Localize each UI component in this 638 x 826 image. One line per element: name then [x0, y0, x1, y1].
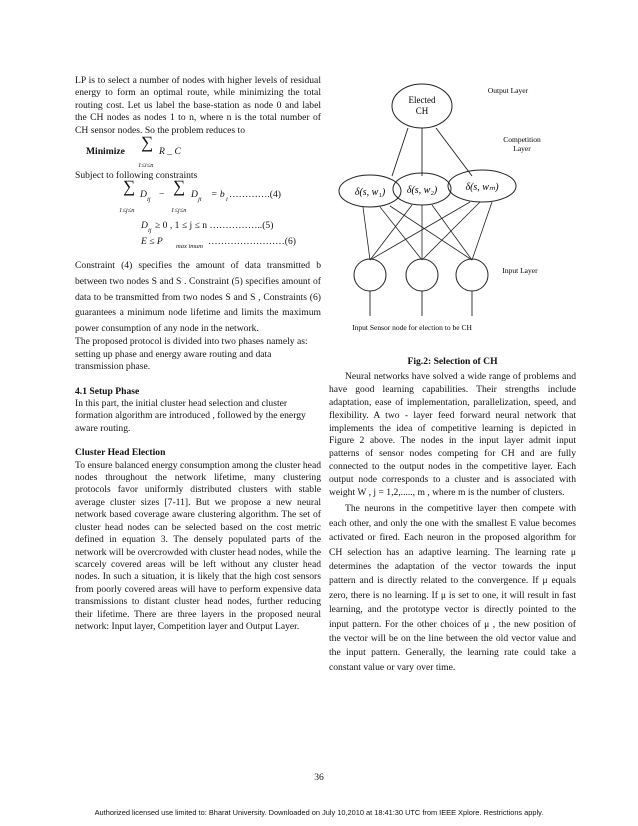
- eq5-term-sub: ij: [148, 227, 152, 235]
- eq4-tail: ………….(4): [229, 189, 281, 201]
- sum-symbol: ∑: [173, 177, 186, 197]
- cluster-head-election-paragraph: To ensure balanced energy consumption among the cluster head nodes throughout the network lifetime, many clustering protocols favor uniformly distributed clusters with stable average cluster sizes [7-11]. But we propose a new neural network based coverage aware clustering algorithm. The set of cluster head nodes can be selected based on the cost metric defined in equation 3. The densely populated parts of the network will be overcrowded with cluster head nodes, while the scarcely covered areas will be left without any cluster head nodes. In such a situation, it is likely that the high cost sensors from poorly covered areas will have to perform expensive data transmissions to distant cluster head nodes, further reducing their lifetime. There are three layers in the proposed neural network: Input layer, Competition layer and Output Layer.: [75, 459, 321, 632]
- equation-4: [75, 177, 321, 216]
- competition-node-3-label: δ(s, wₘ): [465, 182, 499, 193]
- right-column: [329, 356, 576, 675]
- left-column: [75, 75, 321, 633]
- neurons-paragraph: The neurons in the competitive layer then compete with each other, and only the one with the smallest E value becomes activated or fired. Each neuron in the proposed algorithm for CH selection has an adaptive learning. The learning rate μ determines the adaptation of the vector towards the input pattern and is directly related to the convergence. If μ equals zero, there is no learning. If μ is set to one, it will result in fast learning, and the prototype vector is directly pointed to the input pattern. For the other choices of μ , the new position of the vector will be on the line between the old vector value and the input pattern. Generally, the learning rate could take a constant value or vary over time.: [329, 503, 576, 673]
- eq5-rest: ≥ 0 , 1 ≤ j ≤ n ……………..(5): [155, 220, 274, 232]
- minimize-equation: [75, 133, 321, 170]
- constraints-paragraph: Constraint (4) specifies the amount of data transmitted b between two nodes S and S . Constraint (5) specifies amount of data to be transmitted from two nodes S and S , Constraints (6) guarantees a minimum node lifetime and limits the maximum power consumption of any node in the network.: [75, 260, 321, 334]
- eq6-term: E ≤ P: [141, 236, 163, 248]
- eq6-rest: ……………………(6): [208, 236, 296, 248]
- eq4-term-a-sub: ij: [147, 196, 151, 204]
- eq4-term-b-sub: ji: [198, 196, 202, 204]
- page-number: 36: [314, 772, 324, 783]
- eq4-rhs: = b: [211, 189, 225, 201]
- input-node-1: [354, 259, 386, 291]
- eq4-term-b: D: [191, 189, 198, 201]
- minimize-range: 1≤i≤n: [138, 162, 154, 170]
- equation-5: [75, 220, 321, 236]
- competition-node-2-label: δ(s, w₂): [406, 185, 438, 196]
- competition-node-1-label: δ(s, w₁): [354, 187, 386, 198]
- figure-caption: Fig.2: Selection of CH: [407, 356, 498, 367]
- eq4-minus: −: [159, 189, 165, 201]
- footer-notice: Authorized licensed use limited to: Bharat University. Downloaded on July 10,2010 at 18:41:30 UTC from IEEE Xplore. Restrictions apply.: [94, 808, 544, 817]
- eq5-term: D: [141, 220, 148, 232]
- eq4-range-b: 1≤j≤n: [171, 207, 187, 215]
- input-node-2: [406, 259, 438, 291]
- intro-paragraph: LP is to select a number of nodes with higher levels of residual energy to form an optimal route, while minimizing the total routing cost. Let us label the base-station as node 0 and label the CH nodes as nodes 1 to n, where n is the total number of CH sensor nodes. So the problem reduces to: [75, 75, 321, 136]
- competition-layer-label-line2: Layer: [513, 144, 531, 153]
- subject-to-text: Subject to following constraints: [75, 170, 198, 182]
- sum-symbol: ∑: [141, 133, 154, 153]
- input-layer-label: Input Layer: [502, 266, 538, 275]
- minimize-label: Minimize: [86, 146, 125, 158]
- competition-layer-label-line1: Competition: [503, 135, 541, 144]
- neural-network-paragraph: Neural networks have solved a wide range of problems and have good learning capabilities. Their strengths include adaptation, ease of implementation, parallelization, speed, and flexibility. A two - layer feed forward neural network that implements the idea of competitive learning is depicted in Figure 2 above. The nodes in the input layer admit input patterns of sensor nodes competing for CH and are fully connected to the output nodes in the competitive layer. Each output node corresponds to a cluster and is associated with weight W , j = 1,2,....., m , where m is the number of clusters.: [329, 371, 576, 498]
- eq6-term-sub: max imum: [176, 243, 203, 251]
- output-node-label: Elected CH: [408, 95, 436, 116]
- output-layer-label: Output Layer: [487, 86, 529, 95]
- input-sensor-caption: Input Sensor node for election to be CH: [352, 323, 472, 332]
- setup-phase-heading: 4.1 Setup Phase: [75, 385, 140, 397]
- cluster-head-election-heading: Cluster Head Election: [75, 447, 166, 459]
- sum-symbol: ∑: [123, 177, 136, 197]
- equation-6: [75, 236, 321, 258]
- eq4-range-a: 1≤j≤n: [119, 207, 135, 215]
- setup-phase-paragraph: In this part, the initial cluster head selection and cluster formation algorithm are introduced , followed by the energy aware routing.: [75, 398, 306, 434]
- neural-network-figure: [330, 76, 576, 352]
- input-node-3: [456, 259, 488, 291]
- minimize-term: R _ C: [159, 146, 181, 158]
- eq4-rhs-sub: i: [226, 196, 228, 204]
- protocol-paragraph: The proposed protocol is divided into two phases namely as: setting up phase and energy aware routing and data transmission phase.: [75, 336, 308, 373]
- eq4-term-a: D: [140, 189, 147, 201]
